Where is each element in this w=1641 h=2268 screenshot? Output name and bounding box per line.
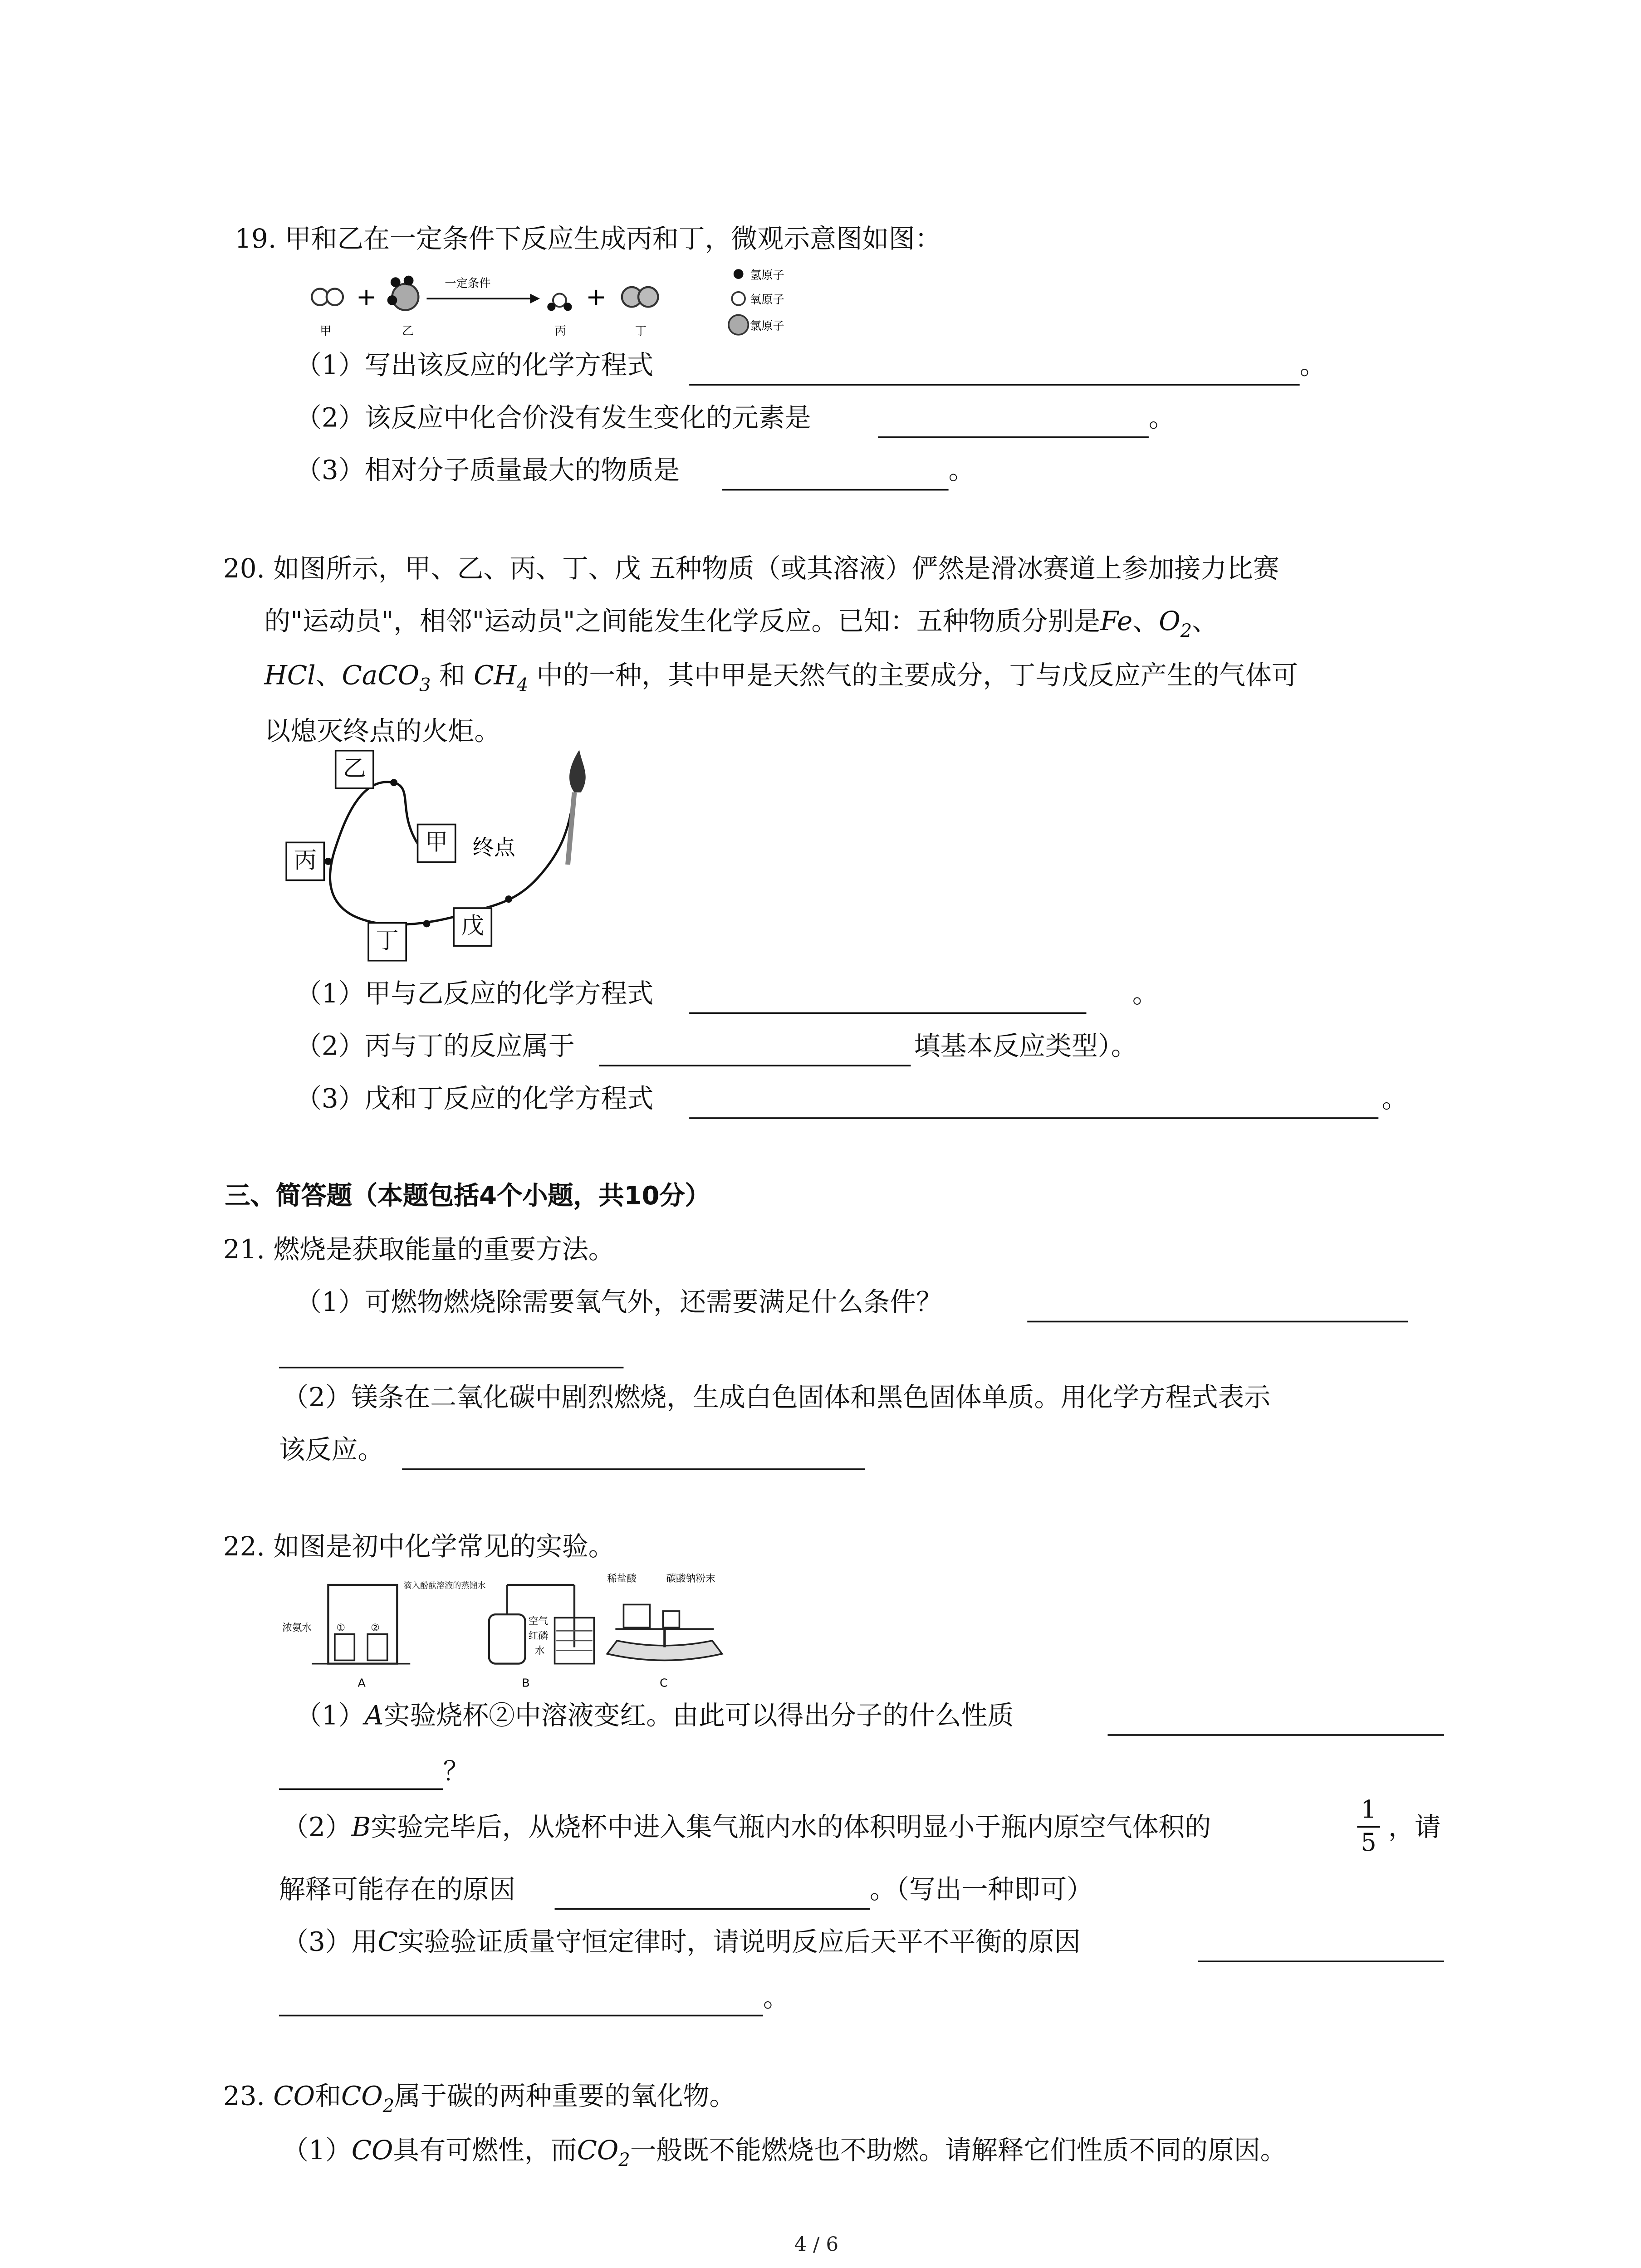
q22-a-label-1: ①	[336, 1622, 345, 1634]
section-3-heading: 三、简答题（本题包括4个小题，共10分）	[225, 1181, 710, 1211]
q20-sep: 、	[315, 660, 342, 691]
track-box-wu-text: 戊	[461, 914, 485, 940]
q21-part1: （1）可燃物燃烧除需要氧气外，还需要满足什么条件？	[295, 1286, 942, 1318]
q19-legend-h: 氢原子	[749, 268, 784, 282]
q22-c-label-powder: 碳酸钠粉末	[666, 1573, 715, 1584]
q20-part3: （3）戊和丁反应的化学方程式	[295, 1083, 654, 1114]
q22-a-label-ammonia: 浓氨水	[282, 1622, 312, 1634]
q20-answer-blank-3[interactable]	[689, 1117, 1378, 1119]
q22-part2-line2: 解释可能存在的原因	[279, 1873, 515, 1905]
q19-answer-blank-1[interactable]	[689, 384, 1300, 386]
q22-answer-blank-1a[interactable]	[1107, 1734, 1444, 1736]
q19-stem: 19. 甲和乙在一定条件下反应生成丙和丁，微观示意图如图：	[235, 223, 941, 254]
track-box-bing-text: 丙	[294, 848, 317, 875]
fraction-one-fifth	[1357, 1794, 1380, 1857]
q22-p1-text: 实验烧杯②中溶液变红。由此可以得出分子的什么性质	[383, 1700, 1014, 1731]
fraction-denominator: 5	[1361, 1828, 1376, 1857]
svg-text:+: +	[586, 282, 607, 311]
fraction-numerator: 1	[1361, 1794, 1376, 1825]
q19-part1: （1）写出该反应的化学方程式	[295, 349, 654, 381]
q19-period-1: 。	[1299, 349, 1326, 381]
formula-caco3: CaCO	[342, 660, 420, 691]
q22-part2-line1	[282, 1811, 1211, 1843]
formula-ch4: CH	[474, 660, 517, 691]
q20-and: 和	[431, 660, 474, 691]
q22-p1-num: （1）	[295, 1700, 365, 1731]
q20-finish-label: 终点	[472, 835, 515, 860]
formula-hcl: HCl	[264, 660, 316, 691]
q21-answer-blank-1a[interactable]	[1027, 1321, 1408, 1323]
q19-period-2: 。	[1148, 402, 1175, 433]
q22-part1	[295, 1700, 1014, 1731]
formula-co: CO	[273, 2080, 315, 2112]
page-number: 4 / 6	[794, 2233, 839, 2256]
formula-co2-sub: 2	[382, 2095, 395, 2117]
formula-ch4-sub: 4	[516, 675, 529, 696]
q22-part1-qmark: ？	[443, 1755, 470, 1787]
q23-stem-text: 属于碳的两种重要的氧化物。	[394, 2080, 736, 2112]
formula-caco3-sub: 3	[419, 675, 431, 696]
q22-period-3: 。	[763, 1982, 789, 2014]
q19-arrow-text: 一定条件	[445, 276, 491, 290]
q22-answer-blank-3b[interactable]	[279, 2015, 763, 2017]
track-box-jia	[417, 824, 456, 863]
q21-part2-line1: （2）镁条在二氧化碳中剧烈燃烧，生成白色固体和黑色固体单质。用化学方程式表示	[282, 1381, 1271, 1413]
formula-o2: O	[1159, 605, 1181, 637]
q20-line4: 以熄灭终点的火炬。	[264, 715, 501, 747]
track-box-bing	[285, 842, 325, 881]
q22-label-b: B	[522, 1676, 530, 1690]
q22-answer-blank-3a[interactable]	[1198, 1960, 1444, 1962]
q19-label-ding: 丁	[635, 324, 647, 337]
q20-line3-text: 中的一种，其中甲是天然气的主要成分，丁与戊反应产生的气体可	[528, 660, 1298, 691]
q22-b-label-water: 水	[535, 1645, 545, 1657]
q23-p1-num: （1）	[282, 2134, 352, 2166]
q20-line2	[264, 605, 1218, 642]
q22-a-label-2: ②	[371, 1622, 380, 1634]
q20-answer-blank-1[interactable]	[689, 1012, 1086, 1014]
q20-sep: 、	[1192, 605, 1218, 637]
q23-he: 和	[315, 2080, 341, 2112]
q20-line1: 20. 如图所示，甲、乙、丙、丁、戊 五种物质（或其溶液）俨然是滑冰赛道上参加接力比赛	[223, 552, 1279, 584]
q20-line2-text: 的"运动员"，相邻"运动员"之间能发生化学反应。已知：五种物质分别是	[264, 605, 1101, 637]
track-box-ding	[367, 922, 407, 962]
formula-co: CO	[351, 2134, 393, 2166]
q20-line3	[264, 660, 1298, 696]
q22-label-a: A	[358, 1676, 366, 1690]
formula-co2: CO	[341, 2080, 383, 2112]
formula-fe: Fe	[1100, 605, 1133, 637]
q19-answer-blank-2[interactable]	[878, 436, 1149, 438]
q19-part3: （3）相对分子质量最大的物质是	[295, 454, 680, 486]
q22-a-label-phenol: 滴入酚酞溶液的蒸馏水	[403, 1581, 486, 1592]
track-box-yi	[335, 750, 374, 789]
q21-part2-line2: 该反应。	[279, 1434, 384, 1465]
q19-label-jia: 甲	[320, 324, 332, 337]
q22-experiment-diagram	[279, 1569, 755, 1696]
q22-p2-text: 实验完毕后，从烧杯中进入集气瓶内水的体积明显小于瓶内原空气体积的	[371, 1811, 1211, 1843]
q22-p3-text: 实验验证质量守恒定律时，请说明反应后天平不平衡的原因	[397, 1926, 1081, 1958]
q23-p1-text: 一般既不能燃烧也不助燃。请解释它们性质不同的原因。	[630, 2134, 1287, 2166]
q21-answer-blank-2[interactable]	[402, 1468, 865, 1470]
q22-stem: 22. 如图是初中化学常见的实验。	[223, 1530, 615, 1562]
q21-answer-blank-1b[interactable]	[279, 1367, 624, 1369]
q20-part1: （1）甲与乙反应的化学方程式	[295, 978, 654, 1009]
q22-c-label-acid: 稀盐酸	[607, 1573, 637, 1584]
q19-legend-cl: 氯原子	[749, 319, 784, 333]
q22-b-label-air: 空气	[528, 1615, 549, 1627]
q23-stem	[223, 2080, 736, 2117]
q22-p2-b: B	[351, 1811, 371, 1843]
track-box-wu	[453, 907, 492, 947]
q22-p3-c: C	[377, 1926, 398, 1958]
q23-part1	[282, 2134, 1287, 2171]
q22-p2-num: （2）	[282, 1811, 352, 1843]
q20-period-1: 。	[1132, 978, 1159, 1009]
q22-part2-line2-end: 。（写出一种即可）	[870, 1873, 1093, 1905]
q22-p1-a: A	[364, 1700, 384, 1731]
q19-legend-o: 氧原子	[749, 293, 784, 307]
q19-answer-blank-3[interactable]	[722, 489, 948, 491]
q22-label-c: C	[660, 1676, 668, 1690]
q23-p1-mid: 具有可燃性，而	[393, 2134, 577, 2166]
q19-label-bing: 丙	[554, 324, 566, 337]
track-box-jia-text: 甲	[425, 830, 448, 857]
q21-stem: 21. 燃烧是获取能量的重要方法。	[223, 1233, 615, 1265]
q20-part2-end: 填基本反应类型）。	[914, 1030, 1137, 1062]
q22-b-label-phos: 红磷	[528, 1630, 549, 1642]
track-box-ding-text: 丁	[376, 929, 399, 955]
q19-part2: （2）该反应中化合价没有发生变化的元素是	[295, 402, 811, 433]
q20-period-3: 。	[1381, 1083, 1408, 1114]
q20-part2: （2）丙与丁的反应属于	[295, 1030, 575, 1062]
q19-period-3: 。	[948, 454, 975, 486]
formula-co2: CO	[577, 2134, 619, 2166]
track-box-yi-text: 乙	[343, 756, 366, 783]
q22-answer-blank-2[interactable]	[555, 1908, 870, 1910]
formula-co2-sub: 2	[618, 2149, 630, 2171]
q22-part3	[282, 1926, 1081, 1958]
q22-p3-num: （3）用	[282, 1926, 378, 1958]
q22-part2-end: ，请	[1388, 1811, 1441, 1843]
q20-answer-blank-2[interactable]	[599, 1065, 911, 1066]
q20-sep: 、	[1132, 605, 1159, 637]
q22-answer-blank-1b[interactable]	[279, 1789, 443, 1790]
svg-text:+: +	[356, 282, 377, 311]
q23-num: 23.	[223, 2080, 274, 2112]
q19-reaction-diagram	[304, 266, 845, 345]
q19-label-yi: 乙	[402, 324, 414, 337]
formula-o2-sub: 2	[1180, 620, 1192, 642]
